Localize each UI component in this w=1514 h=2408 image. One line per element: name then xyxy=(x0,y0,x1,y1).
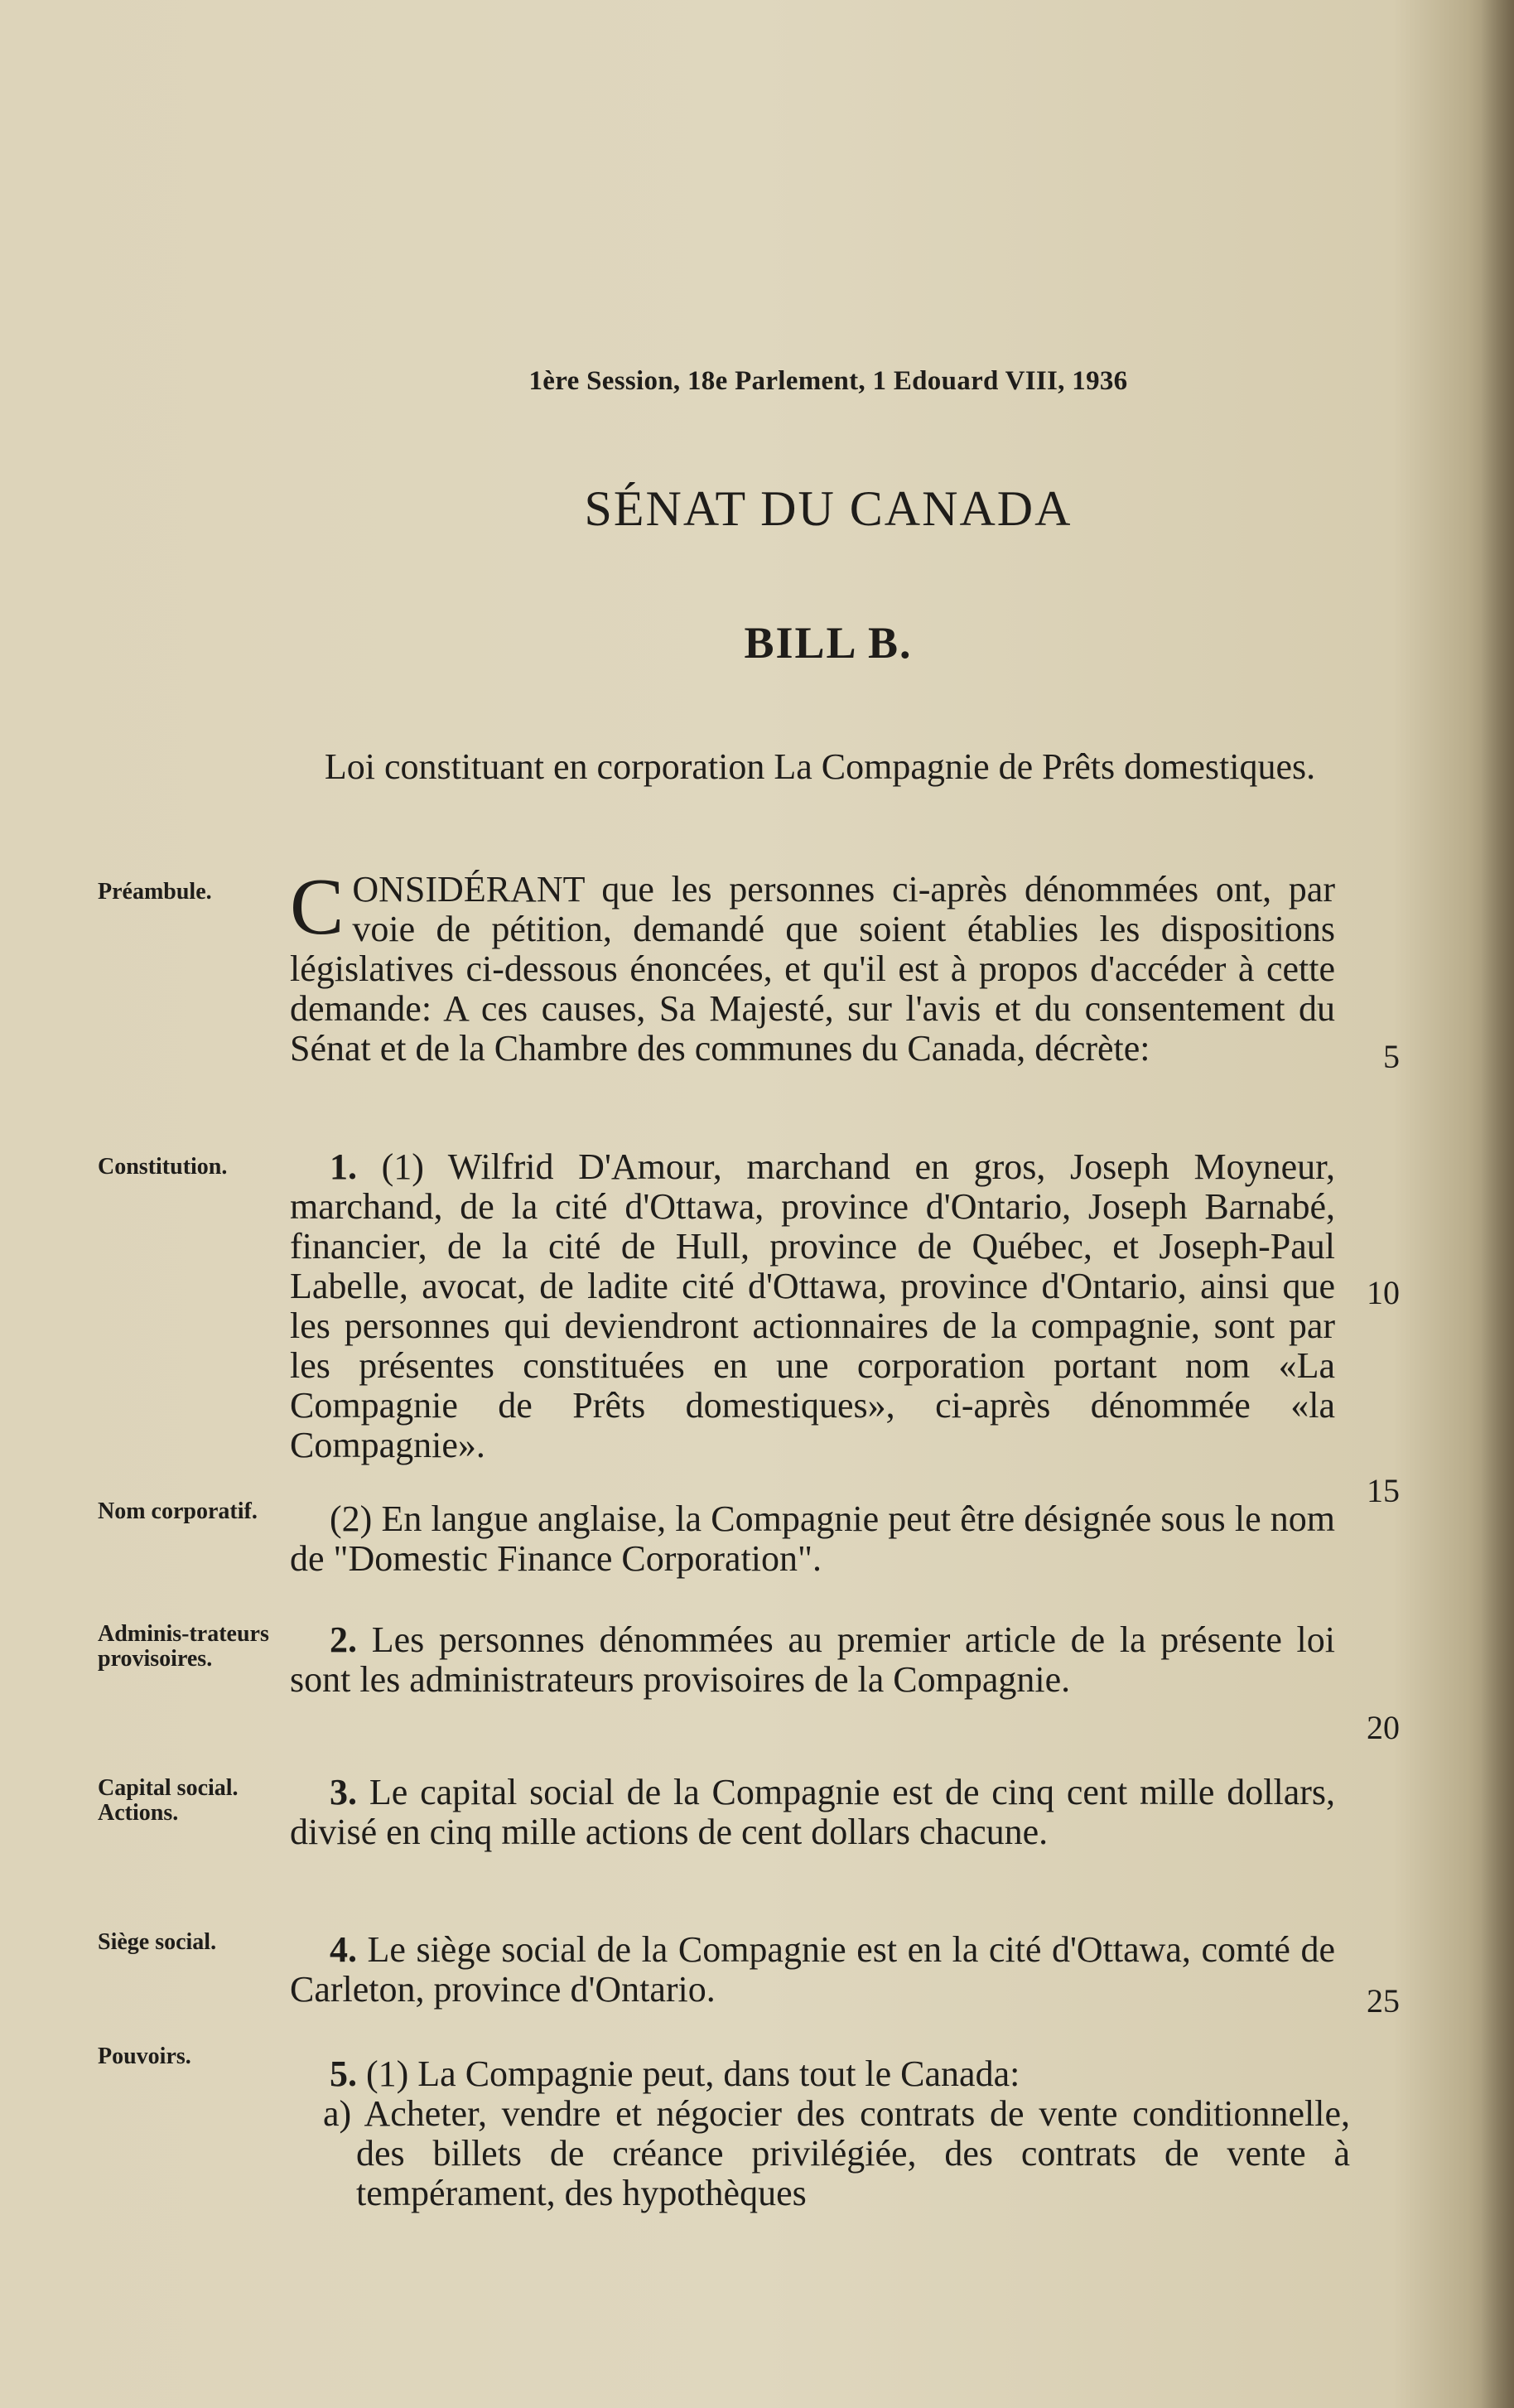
section-2-number: 2. xyxy=(330,1619,357,1660)
section-3 xyxy=(290,1773,1335,1852)
margin-note-admin: Adminis-trateurs provisoires. xyxy=(98,1621,269,1672)
margin-note-preamble: Préambule. xyxy=(98,879,212,905)
section-1-number: 1. xyxy=(330,1146,357,1187)
margin-note-pouvoirs: Pouvoirs. xyxy=(98,2044,191,2069)
section-4-number: 4. xyxy=(330,1929,357,1970)
preamble xyxy=(290,862,1335,1069)
margin-note-siege: Siège social. xyxy=(98,1929,217,1955)
institution-heading: SÉNAT DU CANADA xyxy=(584,481,1073,536)
margin-note-nom: Nom corporatif. xyxy=(98,1498,258,1524)
margin-note-capital: Capital social. Actions. xyxy=(98,1775,239,1826)
page-edge-shadow xyxy=(1481,0,1514,2408)
section-3-text: Le capital social de la Compagnie est de cinq cent mille dollars, divisé en cinq mille actions de cent dollars chacune. xyxy=(290,1772,1335,1852)
margin-note-constitution: Constitution. xyxy=(98,1154,228,1180)
section-5-text: (1) La Compagnie peut, dans tout le Canada: xyxy=(366,2053,1020,2094)
line-number-25: 25 xyxy=(1367,1982,1400,2020)
session-heading: 1ère Session, 18e Parlement, 1 Edouard VIII, 1936 xyxy=(528,366,1128,396)
line-number-15: 15 xyxy=(1367,1472,1400,1509)
line-number-10: 10 xyxy=(1367,1274,1400,1311)
section-5 xyxy=(290,2054,1335,2094)
section-4-text: Le siège social de la Compagnie est en la cité d'Ottawa, comté de Carleton, province d'Ontario. xyxy=(290,1929,1336,2010)
section-2 xyxy=(290,1620,1335,1700)
bill-heading: BILL B. xyxy=(744,618,913,668)
section-3-number: 3. xyxy=(330,1772,357,1812)
line-number-5: 5 xyxy=(1383,1038,1400,1075)
section-2-text: Les personnes dénommées au premier article de la présente loi sont les administrateurs provisoires de la Compagnie. xyxy=(290,1619,1335,1700)
section-5-item-a: a) Acheter, vendre et négocier des contrats de vente conditionnelle, des billets de créance privilégiée, des contrats de vente à tempérament, des hypothèques xyxy=(323,2093,1350,2213)
line-number-20: 20 xyxy=(1367,1709,1400,1746)
section-5-number: 5. xyxy=(330,2053,357,2094)
section-4 xyxy=(290,1930,1335,2010)
bill-title: Loi constituant en corporation La Compagnie de Prêts domestiques. xyxy=(324,746,1316,787)
dropcap: C xyxy=(290,862,345,952)
preamble-text: ONSIDÉRANT que les personnes ci-après dénommées ont, par voie de pétition, demandé que soient établies les dispositions législatives ci-dessous énoncées, et qu'il est à propos d'accéder à cette demande: A ces causes, Sa Majesté, sur l'avis et du consentement du Sénat et de la Chambre des communes du Canada, décrète: xyxy=(290,869,1335,1069)
section-1 xyxy=(290,1147,1335,1465)
section-1-text: (1) Wilfrid D'Amour, marchand en gros, Joseph Moyneur, marchand, de la cité d'Ottawa, province d'Ontario, Joseph Barnabé, financier, de la cité de Hull, province de Québec, et Joseph-Paul Labelle, avocat, de ladite cité d'Ottawa, province d'Ontario, ainsi que les personnes qui deviendront actionnaires de la compagnie, sont par les présentes constituées en une corporation portant nom «La Compagnie de Prêts domestiques», ci-après dénommée «la Compagnie». xyxy=(290,1146,1336,1465)
section-1-2: (2) En langue anglaise, la Compagnie peut être désignée sous le nom de "Domestic Finance Corporation". xyxy=(290,1498,1335,1579)
